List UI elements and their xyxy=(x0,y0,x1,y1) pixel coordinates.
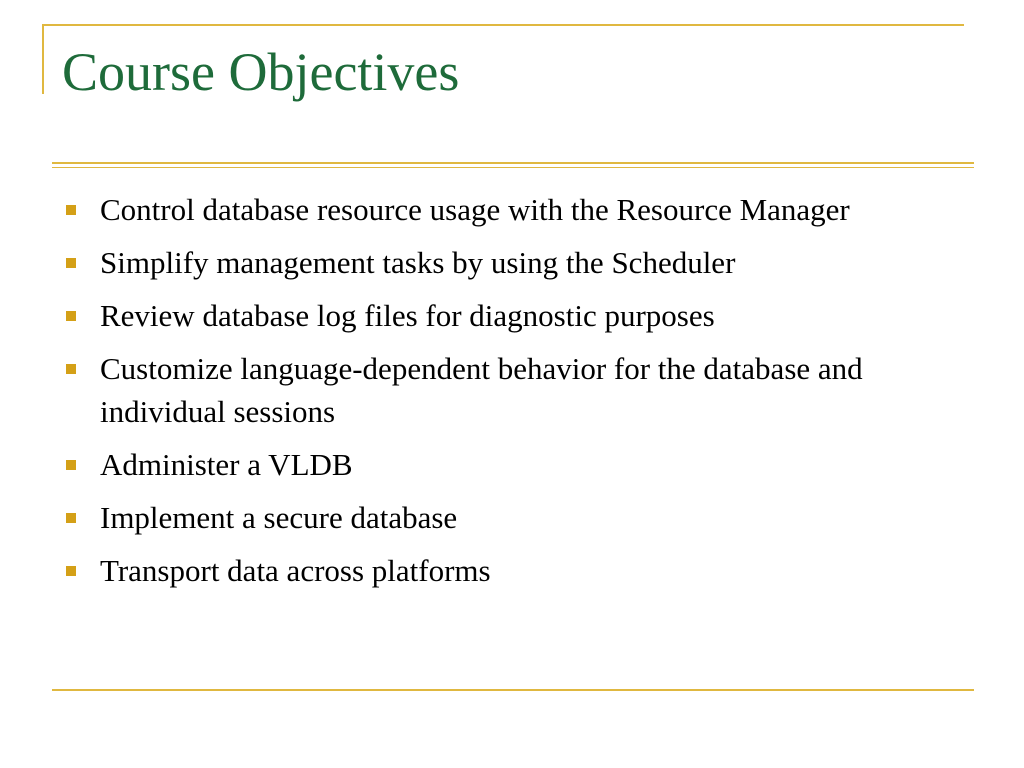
objective-text: Transport data across platforms xyxy=(100,553,491,588)
square-bullet-icon xyxy=(66,364,76,374)
title-divider-thin xyxy=(52,167,974,168)
square-bullet-icon xyxy=(66,205,76,215)
title-frame-left-line xyxy=(42,24,44,94)
objective-text: Administer a VLDB xyxy=(100,447,353,482)
objective-item xyxy=(62,549,962,592)
title-frame-top-line xyxy=(42,24,964,26)
objective-text: Simplify management tasks by using the Scheduler xyxy=(100,245,736,280)
objective-item xyxy=(62,443,962,486)
square-bullet-icon xyxy=(66,311,76,321)
objectives-list xyxy=(62,188,962,602)
square-bullet-icon xyxy=(66,513,76,523)
slide-title: Course Objectives xyxy=(62,42,460,102)
objective-text: Review database log files for diagnostic purposes xyxy=(100,298,715,333)
objective-item xyxy=(62,241,962,284)
title-divider-thick xyxy=(52,162,974,164)
square-bullet-icon xyxy=(66,460,76,470)
footer-divider xyxy=(52,689,974,691)
square-bullet-icon xyxy=(66,258,76,268)
objective-text: Implement a secure database xyxy=(100,500,458,535)
objective-item xyxy=(62,496,962,539)
objective-text: Customize language-dependent behavior for the database and individual sessions xyxy=(100,351,863,429)
square-bullet-icon xyxy=(66,566,76,576)
objective-item xyxy=(62,294,962,337)
objective-text: Control database resource usage with the Resource Manager xyxy=(100,192,850,227)
objective-item xyxy=(62,347,962,433)
objective-item xyxy=(62,188,962,231)
